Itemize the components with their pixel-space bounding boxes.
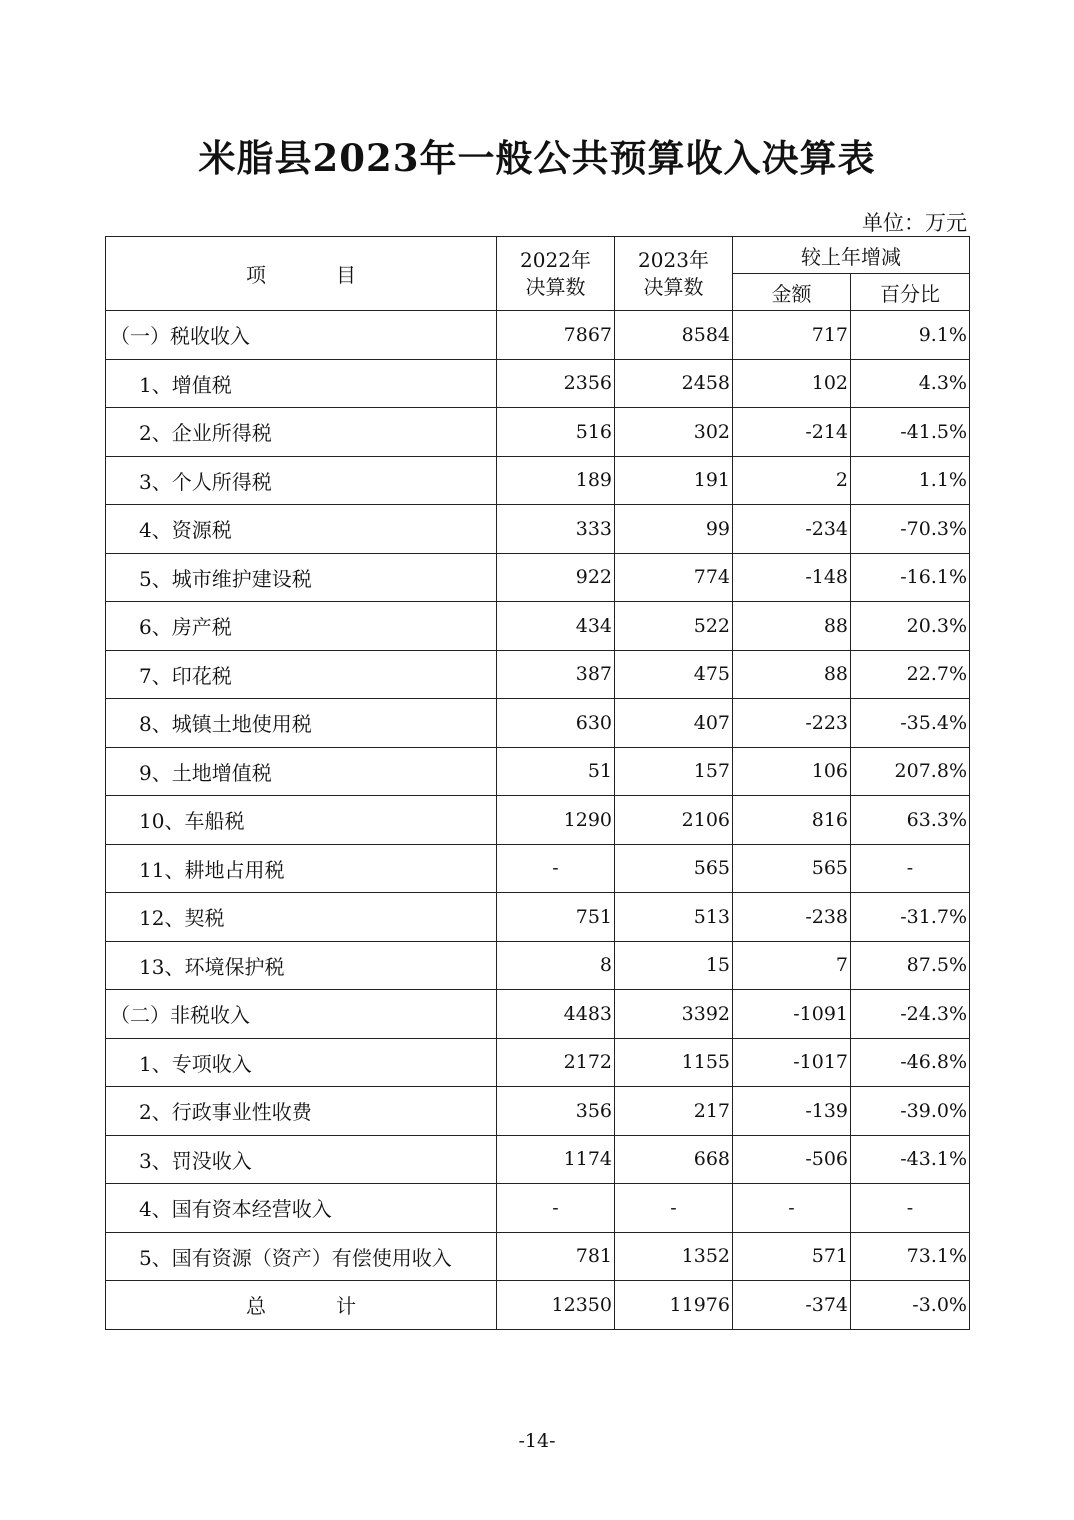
cell-percent: -39.0% — [851, 1087, 970, 1136]
header-row — [106, 237, 970, 274]
cell-2022: 51 — [497, 747, 615, 796]
cell-percent: -43.1% — [851, 1135, 970, 1184]
table-row — [106, 1184, 970, 1233]
cell-2022: 8 — [497, 941, 615, 990]
row-label: 6、房产税 — [106, 602, 497, 651]
cell-2023: 191 — [615, 456, 733, 505]
cell-percent: 207.8% — [851, 747, 970, 796]
cell-2023: 8584 — [615, 311, 733, 360]
cell-percent: -35.4% — [851, 699, 970, 748]
total-cell-percent: -3.0% — [851, 1281, 970, 1330]
cell-2022: 387 — [497, 650, 615, 699]
row-label: 1、增值税 — [106, 359, 497, 408]
header-2023-line2: 决算数 — [643, 274, 704, 299]
cell-2023: 217 — [615, 1087, 733, 1136]
header-2022-line2: 决算数 — [525, 274, 586, 299]
cell-2022: 781 — [497, 1232, 615, 1281]
cell-percent: 73.1% — [851, 1232, 970, 1281]
cell-percent: 1.1% — [851, 456, 970, 505]
cell-percent: 63.3% — [851, 796, 970, 845]
cell-2023: 513 — [615, 893, 733, 942]
cell-diff: -1091 — [733, 990, 851, 1039]
row-label: （一）税收收入 — [106, 311, 497, 360]
cell-diff: -234 — [733, 505, 851, 554]
cell-2023: 774 — [615, 553, 733, 602]
cell-percent: - — [851, 1184, 970, 1233]
row-label: 11、耕地占用税 — [106, 844, 497, 893]
budget-table-body — [106, 237, 970, 1330]
total-label-a: 总 — [246, 1294, 266, 1319]
cell-2022: 4483 — [497, 990, 615, 1039]
header-item-b: 目 — [336, 263, 356, 287]
row-label: 12、契税 — [106, 893, 497, 942]
table-row — [106, 1135, 970, 1184]
cell-2022: 922 — [497, 553, 615, 602]
total-row — [106, 1281, 970, 1330]
row-label: （二）非税收入 — [106, 990, 497, 1039]
row-label: 5、国有资源（资产）有偿使用收入 — [106, 1232, 497, 1281]
cell-percent: 22.7% — [851, 650, 970, 699]
cell-percent: -41.5% — [851, 408, 970, 457]
table-row — [106, 844, 970, 893]
table-row — [106, 990, 970, 1039]
row-label: 8、城镇土地使用税 — [106, 699, 497, 748]
cell-2023: 302 — [615, 408, 733, 457]
table-row — [106, 747, 970, 796]
cell-percent: -16.1% — [851, 553, 970, 602]
cell-2022: 1174 — [497, 1135, 615, 1184]
header-2023-line1: 2023年 — [638, 247, 709, 272]
table-row — [106, 699, 970, 748]
table-row — [106, 408, 970, 457]
page-number: -14- — [518, 1430, 556, 1452]
cell-2023: 157 — [615, 747, 733, 796]
total-label — [106, 1281, 497, 1330]
cell-diff: 88 — [733, 650, 851, 699]
cell-percent: -24.3% — [851, 990, 970, 1039]
cell-2022: 1290 — [497, 796, 615, 845]
row-label: 13、环境保护税 — [106, 941, 497, 990]
table-row — [106, 893, 970, 942]
cell-2023: 475 — [615, 650, 733, 699]
total-cell-2022: 12350 — [497, 1281, 615, 1330]
cell-2023: 565 — [615, 844, 733, 893]
cell-diff: 7 — [733, 941, 851, 990]
row-label: 4、国有资本经营收入 — [106, 1184, 497, 1233]
cell-2023: 3392 — [615, 990, 733, 1039]
unit-label: 单位：万元 — [862, 211, 967, 235]
cell-percent: 87.5% — [851, 941, 970, 990]
table-row — [106, 553, 970, 602]
header-item-a: 项 — [246, 263, 266, 287]
total-cell-diff: -374 — [733, 1281, 851, 1330]
header-2023 — [615, 237, 733, 311]
total-label-b: 计 — [336, 1294, 356, 1319]
cell-percent: 9.1% — [851, 311, 970, 360]
document-title: 米脂县2023年一般公共预算收入决算表 — [198, 136, 876, 180]
cell-2022: - — [497, 1184, 615, 1233]
row-label: 5、城市维护建设税 — [106, 553, 497, 602]
cell-2022: 2172 — [497, 1038, 615, 1087]
table-row — [106, 796, 970, 845]
row-label: 9、土地增值税 — [106, 747, 497, 796]
header-2022-line1: 2022年 — [520, 247, 591, 272]
header-percent: 百分比 — [851, 274, 970, 311]
table-row — [106, 505, 970, 554]
cell-diff: 2 — [733, 456, 851, 505]
cell-2022: 356 — [497, 1087, 615, 1136]
header-change: 较上年增减 — [733, 237, 970, 274]
cell-2023: 99 — [615, 505, 733, 554]
header-2022 — [497, 237, 615, 311]
table-row — [106, 456, 970, 505]
table-row — [106, 311, 970, 360]
cell-diff: 717 — [733, 311, 851, 360]
table-row — [106, 1038, 970, 1087]
row-label: 4、资源税 — [106, 505, 497, 554]
cell-diff: -223 — [733, 699, 851, 748]
cell-diff: 106 — [733, 747, 851, 796]
row-label: 3、个人所得税 — [106, 456, 497, 505]
row-label: 2、企业所得税 — [106, 408, 497, 457]
table-row — [106, 941, 970, 990]
budget-table — [105, 236, 970, 1330]
table-row — [106, 602, 970, 651]
cell-2022: 434 — [497, 602, 615, 651]
cell-diff: - — [733, 1184, 851, 1233]
cell-2023: 522 — [615, 602, 733, 651]
cell-2023: 1352 — [615, 1232, 733, 1281]
cell-diff: -506 — [733, 1135, 851, 1184]
cell-2023: 2458 — [615, 359, 733, 408]
cell-percent: - — [851, 844, 970, 893]
cell-percent: 20.3% — [851, 602, 970, 651]
cell-2022: 516 — [497, 408, 615, 457]
row-label: 7、印花税 — [106, 650, 497, 699]
cell-2022: 2356 — [497, 359, 615, 408]
cell-2022: 333 — [497, 505, 615, 554]
cell-2022: 189 — [497, 456, 615, 505]
header-item — [106, 237, 497, 311]
cell-diff: -1017 — [733, 1038, 851, 1087]
cell-2023: 668 — [615, 1135, 733, 1184]
cell-diff: -139 — [733, 1087, 851, 1136]
cell-diff: -148 — [733, 553, 851, 602]
cell-2022: 630 — [497, 699, 615, 748]
cell-diff: 565 — [733, 844, 851, 893]
cell-percent: 4.3% — [851, 359, 970, 408]
cell-2023: 2106 — [615, 796, 733, 845]
row-label: 10、车船税 — [106, 796, 497, 845]
row-label: 3、罚没收入 — [106, 1135, 497, 1184]
cell-2023: 15 — [615, 941, 733, 990]
total-cell-2023: 11976 — [615, 1281, 733, 1330]
cell-percent: -46.8% — [851, 1038, 970, 1087]
cell-2023: 1155 — [615, 1038, 733, 1087]
cell-2023: 407 — [615, 699, 733, 748]
table-row — [106, 1232, 970, 1281]
cell-percent: -70.3% — [851, 505, 970, 554]
table-row — [106, 1087, 970, 1136]
cell-percent: -31.7% — [851, 893, 970, 942]
row-label: 1、专项收入 — [106, 1038, 497, 1087]
cell-diff: 88 — [733, 602, 851, 651]
cell-diff: 102 — [733, 359, 851, 408]
cell-2022: 7867 — [497, 311, 615, 360]
cell-diff: -214 — [733, 408, 851, 457]
cell-diff: 816 — [733, 796, 851, 845]
cell-diff: -238 — [733, 893, 851, 942]
table-row — [106, 650, 970, 699]
cell-diff: 571 — [733, 1232, 851, 1281]
table-row — [106, 359, 970, 408]
cell-2022: 751 — [497, 893, 615, 942]
row-label: 2、行政事业性收费 — [106, 1087, 497, 1136]
cell-2023: - — [615, 1184, 733, 1233]
header-amount: 金额 — [733, 274, 851, 311]
cell-2022: - — [497, 844, 615, 893]
